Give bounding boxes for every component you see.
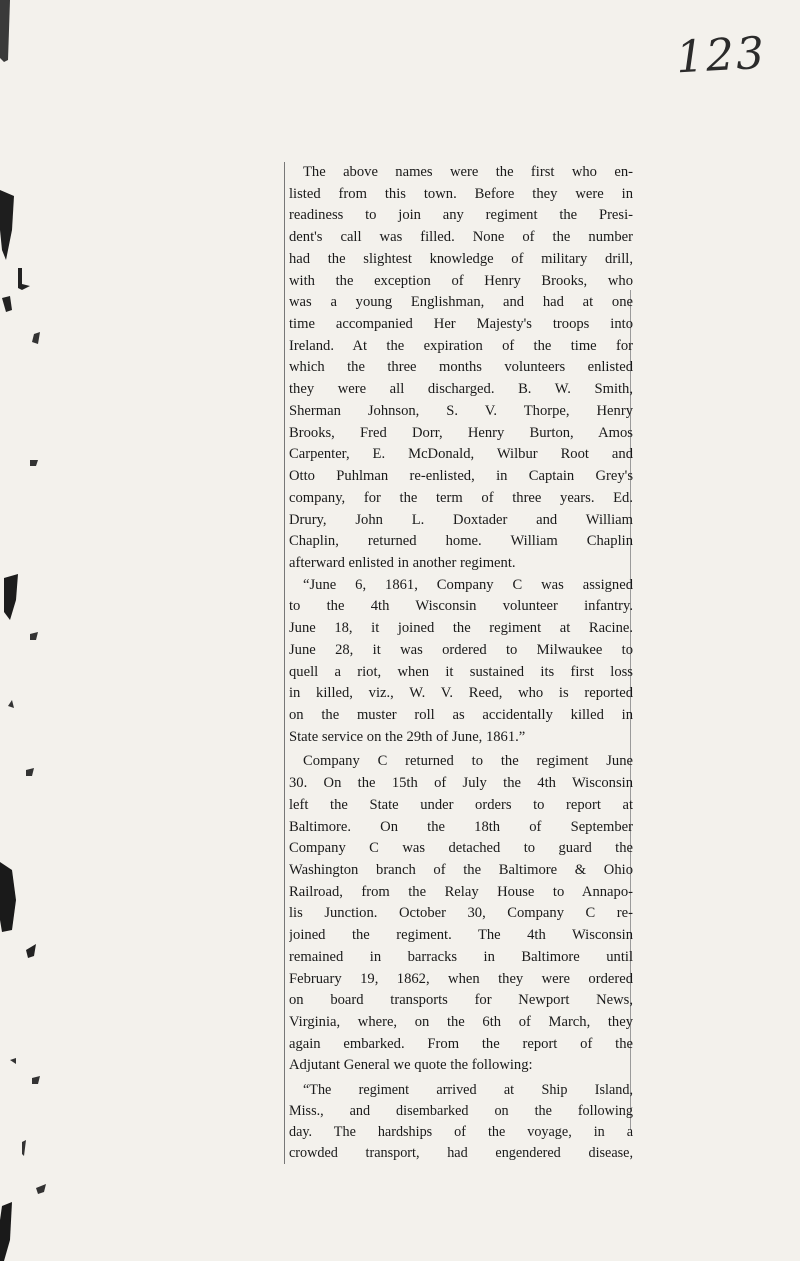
edge-mark [30,460,38,466]
text-line: company, for the term of three years. Ed. [289,489,633,506]
page-number: 123 [674,27,768,84]
edge-mark [26,768,34,776]
edge-mark [0,862,16,932]
text-line: “The regiment arrived at Ship Island, [303,1082,633,1099]
text-line: 30. On the 15th of July the 4th Wisconsin [289,775,633,792]
text-line: again embarked. From the report of the [289,1035,633,1052]
paragraph-2 [289,575,633,749]
text-line: Baltimore. On the 18th of September [289,818,633,835]
text-line: was a young Englishman, and had at one [289,294,633,311]
text-line: on the muster roll as accidentally killed in [289,706,633,723]
edge-mark [30,632,38,640]
text-line: had the slightest knowledge of military drill, [289,250,633,267]
edge-mark [22,1140,26,1156]
text-line: June 18, it joined the regiment at Racine. [289,620,633,637]
text-line: on board transports for Newport News, [289,992,633,1009]
paragraph-4-quote [289,1080,633,1164]
edge-mark [26,944,36,958]
article-column [284,162,633,1164]
edge-mark [0,0,10,62]
edge-mark [4,574,18,620]
text-line: Carpenter, E. McDonald, Wilbur Root and [289,446,633,463]
text-line: The above names were the first who en- [303,164,633,180]
text-line: Railroad, from the Relay House to Annapo- [289,883,633,900]
text-line: readiness to join any regiment the Presi- [289,207,633,224]
paragraph-1 [289,162,633,575]
text-line: “June 6, 1861, Company C was assigned [303,576,633,593]
text-line: in killed, viz., W. V. Reed, who is reported [289,685,633,702]
edge-mark [10,1058,16,1064]
text-line: with the exception of Henry Brooks, who [289,272,633,289]
text-line: joined the regiment. The 4th Wisconsin [289,927,633,944]
text-line: Drury, John L. Doxtader and William [289,511,633,528]
text-line: State service on the 29th of June, 1861.” [289,728,526,745]
text-line: Brooks, Fred Dorr, Henry Burton, Amos [289,424,633,441]
text-line: Company C returned to the regiment June [303,753,633,770]
text-line: Washington branch of the Baltimore & Ohio [289,862,633,878]
text-line: quell a riot, when it sustained its first loss [289,663,633,680]
edge-mark [8,700,14,708]
text-line: crowded transport, had engendered disease, [289,1145,633,1162]
paragraph-3 [289,751,633,1077]
edge-mark [0,190,14,260]
text-line: Ireland. At the expiration of the time for [289,337,633,354]
text-line: time accompanied Her Majesty's troops into [289,316,633,333]
edge-mark [18,268,30,290]
text-line: which the three months volunteers enlisted [289,359,633,376]
text-line: they were all discharged. B. W. Smith, [289,381,633,398]
edge-mark [32,332,40,344]
text-line: Sherman Johnson, S. V. Thorpe, Henry [289,402,633,419]
text-line: left the State under orders to report at [289,796,633,813]
text-line: listed from this town. Before they were in [289,185,633,202]
text-line: Miss., and disembarked on the following [289,1103,633,1120]
text-line: Virginia, where, on the 6th of March, they [289,1014,633,1031]
text-line: remained in barracks in Baltimore until [289,948,633,965]
text-line: lis Junction. October 30, Company C re- [289,905,633,922]
torn-left-edge [0,0,60,1261]
edge-mark [0,1202,12,1261]
text-line: Otto Puhlman re-enlisted, in Captain Grey's [289,468,633,485]
text-line: afterward enlisted in another regiment. [289,554,516,571]
edge-mark [32,1076,40,1084]
text-line: to the 4th Wisconsin volunteer infantry. [289,598,633,615]
text-line: Company C was detached to guard the [289,840,633,857]
text-line: dent's call was filled. None of the number [289,229,633,246]
text-line: Chaplin, returned home. William Chaplin [289,533,633,550]
edge-mark [2,296,12,312]
text-line: June 28, it was ordered to Milwaukee to [289,641,633,658]
text-line: Adjutant General we quote the following: [289,1057,533,1074]
text-line: day. The hardships of the voyage, in a [289,1124,633,1141]
text-line: February 19, 1862, when they were ordered [289,970,633,987]
edge-mark [36,1184,46,1194]
